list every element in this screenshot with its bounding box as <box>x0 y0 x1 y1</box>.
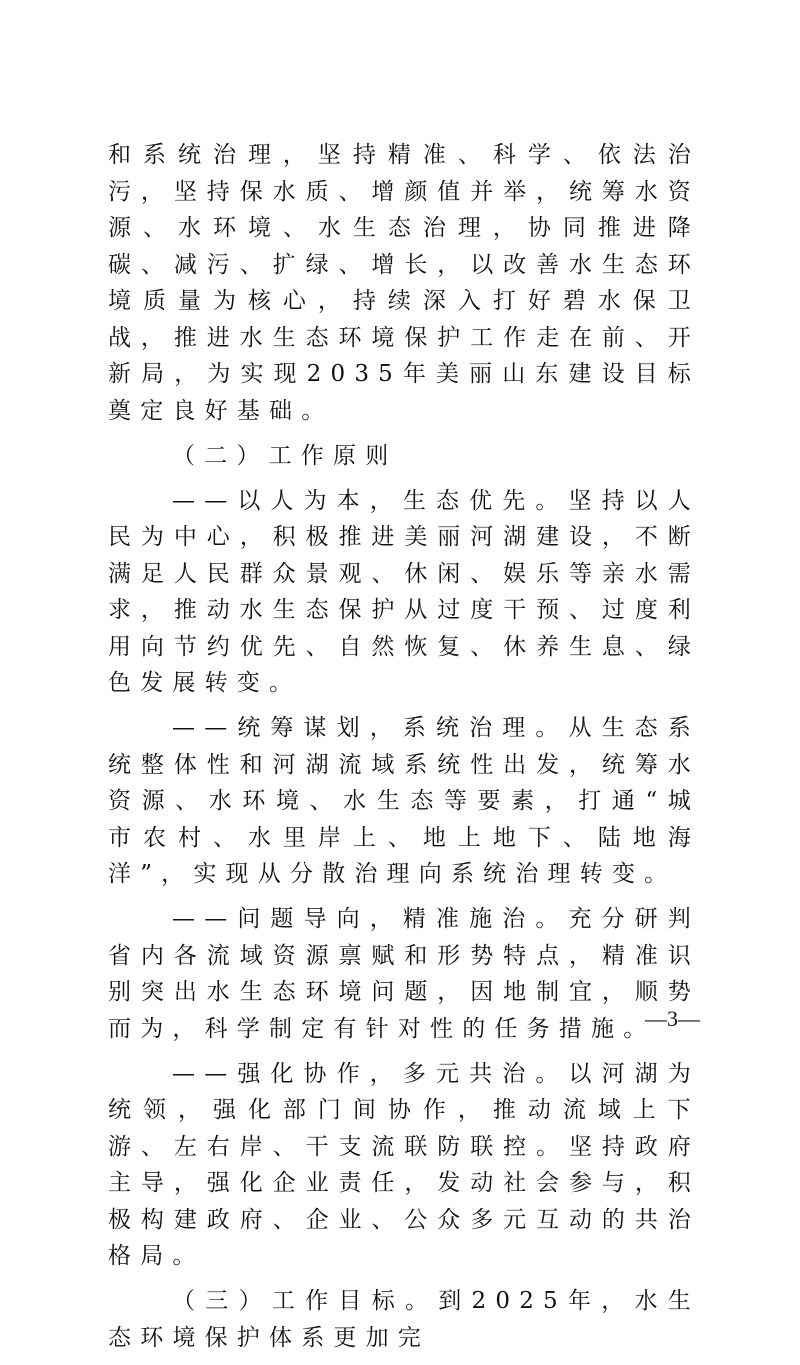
principle-systematic-governance: ——统筹谋划，系统治理。从生态系统整体性和河湖流域系统性出发，统筹水资源、水环境、水生态等要素，打通“城市农村、水里岸上、地上地下、陆地海洋”，实现从分散治理向系统治理转变。 <box>108 715 700 887</box>
paragraph-continuation: 和系统治理，坚持精准、科学、依法治污，坚持保水质、增颜值并举，统筹水资源、水环境、水生态治理，协同推进降碳、减污、扩绿、增长，以改善水生态环境质量为核心，持续深入打好碧水保卫战，推进水生态环境保护工作走在前、开新局，为实现2035年美丽山东建设目标奠定良好基础。 <box>108 142 700 424</box>
principle-collaboration: ——强化协作，多元共治。以河湖为统领，强化部门间协作，推动流域上下游、左右岸、干支流联防联控。坚持政府主导，强化企业责任，发动社会参与，积极构建政府、企业、公众多元互动的共治格局。 <box>108 1060 700 1269</box>
principle-people-first: ——以人为本，生态优先。坚持以人民为中心，积极推进美丽河湖建设，不断满足人民群众景观、休闲、娱乐等亲水需求，推动水生态保护从过度干预、过度利用向节约优先、自然恢复、休养生息、绿色发展转变。 <box>108 487 700 696</box>
section-work-goals: （三）工作目标。到2025年，水生态环境保护体系更加完 <box>108 1288 700 1351</box>
page-number: —3— <box>645 1006 700 1031</box>
section-heading-principles: （二）工作原则 <box>172 442 398 469</box>
document-body <box>108 137 700 1365</box>
principle-problem-oriented: ——问题导向，精准施治。充分研判省内各流域资源禀赋和形势特点，精准识别突出水生态环境问题，因地制宜，顺势而为，科学制定有针对性的任务措施。 <box>108 906 700 1042</box>
